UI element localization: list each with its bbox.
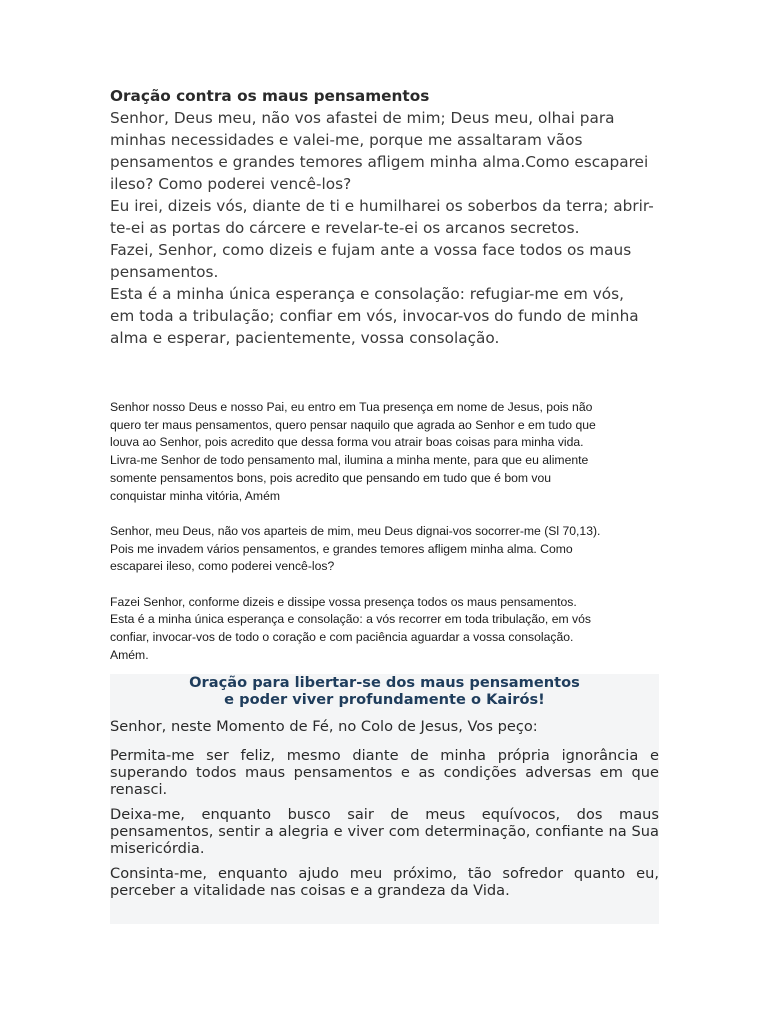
prayer-1-line: alma e esperar, pacientemente, vossa consolação. (110, 329, 500, 347)
prayer-2-line: Esta é a minha única esperança e consolação: a vós recorrer em toda tribulação, em vós (110, 612, 591, 627)
prayer-section-3-box (110, 674, 659, 924)
prayer-2-line: quero ter maus pensamentos, quero pensar naquilo que agrada ao Senhor e em tudo que (110, 417, 596, 432)
prayer-2-line: Livra-me Senhor de todo pensamento mal, ilumina a minha mente, para que eu alimente (110, 453, 589, 468)
prayer-2-line: confiar, invocar-vos de todo o coração e com paciência aguardar a vossa consolação. (110, 630, 574, 645)
prayer-3-heading-line: e poder viver profundamente o Kairós! (224, 691, 545, 708)
prayer-2-line: louva ao Senhor, pois acredito que dessa forma vou atrair boas coisas para minha vida. (110, 435, 584, 450)
prayer-3-heading (110, 674, 659, 708)
prayer-1-line: pensamentos e grandes temores afligem minha alma.Como escaparei (110, 153, 649, 171)
prayer-1-line: Eu irei, dizeis vós, diante de ti e humilharei os soberbos da terra; abrir- (110, 197, 654, 215)
prayer-1-title: Oração contra os maus pensamentos (110, 87, 430, 105)
prayer-section-1 (110, 85, 660, 349)
prayer-1-line: Senhor, Deus meu, não vos afastei de mim; Deus meu, olhai para (110, 109, 615, 127)
paragraph-spacer (110, 576, 662, 594)
prayer-3-content (110, 718, 659, 907)
prayer-2-line: Amém. (110, 647, 149, 662)
prayer-1-line: pensamentos. (110, 263, 219, 281)
paragraph-spacer (110, 505, 662, 523)
prayer-2-line: conquistar minha vitória, Amém (110, 488, 281, 503)
prayer-1-line: te-ei as portas do cárcere e revelar-te-ei os arcanos secretos. (110, 219, 580, 237)
prayer-1-line: Esta é a minha única esperança e consolação: refugiar-me em vós, (110, 285, 624, 303)
prayer-3-heading-line: Oração para libertar-se dos maus pensamentos (189, 674, 580, 691)
prayer-2-line: Senhor nosso Deus e nosso Pai, eu entro em Tua presença em nome de Jesus, pois não (110, 400, 593, 414)
prayer-3-paragraph: Consinta-me, enquanto ajudo meu próximo, tão sofredor quanto eu, perceber a vitalidade nas coisas e a grandeza da Vida. (110, 865, 659, 899)
prayer-3-paragraph: Deixa-me, enquanto busco sair de meus equívocos, dos maus pensamentos, sentir a alegria e viver com determinação, confiante na Sua misericórdia. (110, 806, 659, 857)
prayer-1-line: minhas necessidades e valei-me, porque me assaltaram vãos (110, 131, 583, 149)
prayer-2-line: Pois me invadem vários pensamentos, e grandes temores afligem minha alma. Como (110, 541, 573, 556)
prayer-2-line: escaparei ileso, como poderei vencê-los? (110, 559, 335, 574)
prayer-3-paragraph: Permita-me ser feliz, mesmo diante de minha própria ignorância e superando todos maus pensamentos e as condições adversas em que renasci. (110, 747, 659, 798)
prayer-1-line: Fazei, Senhor, como dizeis e fujam ante a vossa face todos os maus (110, 241, 632, 259)
prayer-1-line: ileso? Como poderei vencê-los? (110, 175, 352, 193)
prayer-3-intro: Senhor, neste Momento de Fé, no Colo de Jesus, Vos peço: (110, 718, 538, 735)
prayer-2-line: Fazei Senhor, conforme dizeis e dissipe vossa presença todos os maus pensamentos. (110, 594, 577, 609)
prayer-2-line: somente pensamentos bons, pois acredito que pensando em tudo que é bom vou (110, 470, 552, 485)
prayer-2-line: Senhor, meu Deus, não vos aparteis de mim, meu Deus dignai-vos socorrer-me (Sl 70,13). (110, 523, 601, 538)
prayer-section-2 (110, 399, 662, 665)
prayer-1-line: em toda a tribulação; confiar em vós, invocar-vos do fundo de minha (110, 307, 639, 325)
